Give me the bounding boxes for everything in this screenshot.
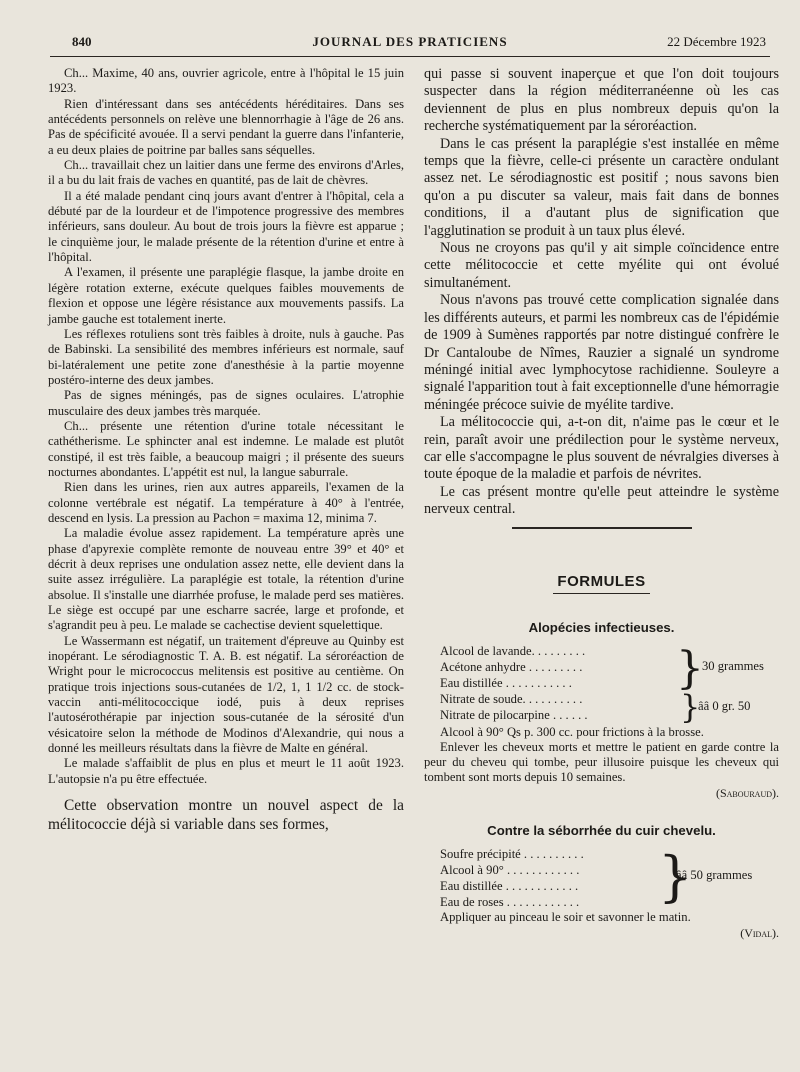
page-header	[50, 30, 770, 57]
paragraph: Dans le cas présent la paraplégie s'est installée en même temps que la fièvre, celle-ci présente un caractère ondulant assez net. Le sérodiagnostic est positif ; nous savons bien qu'on a pu discuter sa valeur, mais fait dans de bonnes conditions, il a d'autant plus de signification que l'agglutination se produit à un taux plus élevé.	[424, 135, 779, 239]
ingredient-group	[440, 688, 779, 727]
ingredient-line: Nitrate de soude. . . . . . . . . .	[440, 692, 583, 707]
page-number: 840	[72, 34, 92, 49]
ingredient-line: Nitrate de pilocarpine . . . . . .	[440, 708, 588, 723]
ingredient-line: Eau distillée . . . . . . . . . . . .	[440, 879, 579, 894]
brace-icon: }	[680, 688, 701, 727]
quantity: ââ 0 gr. 50	[698, 699, 751, 714]
recipe-alopecies	[440, 643, 779, 740]
issue-date: 22 Décembre 1923	[667, 34, 766, 49]
paragraph: Nous ne croyons pas qu'il y ait simple coïncidence entre cette mélitococcie et cette myélite qui ont évolué simultanément.	[424, 240, 779, 291]
paragraph: qui passe si souvent inaperçue et que l'on doit toujours suspecter dans la région méditerranéenne où les cas deviennent de plus en plus nombreux depuis qu'on la recherche systématiquement par la séroréaction.	[424, 66, 779, 135]
quantity: ââ 50 grammes	[676, 867, 753, 882]
note-text: Appliquer au pinceau le soir et savonner le matin.	[440, 910, 691, 925]
paragraph: Ch... travaillait chez un laitier dans une ferme des environs d'Arles, il a bu du lait frais de vaches en quantité, pas de lait de chèvres.	[48, 158, 404, 188]
journal-title: JOURNAL DES PRATICIENS	[312, 34, 508, 49]
article-end-rule	[512, 527, 692, 529]
paragraph-conclusion-start: Cette observation montre un nouvel aspect de la mélitococcie déjà si variable dans ses formes,	[48, 797, 404, 833]
recipe-author: (Vidal).	[740, 925, 779, 940]
paragraph: Nous n'avons pas trouvé cette complication signalée dans les différents auteurs, et parmi les nombreux cas de l'épidémie de 1909 à Sumènes rapportés par notre distingué confrère le Dr Cantaloube de Nîmes, Rauzier a signalé un syndrome méningé initial avec lymphocytose rachidienne. Souleyre a signalé l'apparition tout à fait exceptionnelle d'une hémorragie méningée précoce suivie de myélite tardive.	[424, 292, 779, 413]
note-text: Enlever les cheveux morts et mettre le patient en garde contre la peur du cheveu qui tombe, peur illusoire puisque les cheveux qui tombent sont morts depuis 10 semaines.	[424, 739, 779, 785]
recipe-title: Alopécies infectieuses.	[528, 619, 675, 635]
paragraph: Il a été malade pendant cinq jours avant d'entrer à l'hôpital, cela a débuté par de la lourdeur et de l'impotence progressive des membres inférieurs, sans douleur. Au bout de trois jours la fièvre est apparue ; le cinquième jour, le malade présente de la rétention d'urine et entre à l'hôpital.	[48, 188, 404, 265]
ingredient-line: Alcool à 90° . . . . . . . . . . . .	[440, 862, 580, 877]
recipe-author: (Sabouraud).	[715, 785, 779, 800]
brace-icon: }	[676, 642, 704, 694]
section-title	[424, 573, 779, 594]
paragraph: Pas de signes méningés, pas de signes oculaires. L'atrophie musculaire des deux jambes très marquée.	[48, 388, 404, 418]
ingredient-line: Acétone anhydre . . . . . . . . .	[440, 659, 583, 674]
paragraph: A l'examen, il présente une paraplégie flasque, la jambe droite en légère rotation externe, exécute quelques faibles mouvements de flexion et oppose une légère résistance aux mouvements passifs. La jambe gauche est totalement inerte.	[48, 265, 404, 326]
ingredient-line: Alcool de lavande. . . . . . . . .	[440, 643, 586, 658]
ingredient-group	[440, 643, 779, 692]
formules-heading: FORMULES	[553, 573, 649, 594]
left-column	[48, 66, 404, 835]
paragraph: Les réflexes rotuliens sont très faibles à droite, nuls à gauche. Pas de Babinski. La sensibilité des membres inférieurs est normale, sauf bi-latéralement une petite zone d'anesthésie à la partie moyenne postéro-interne des deux jambes.	[48, 326, 404, 387]
paragraph: Rien dans les urines, rien aux autres appareils, l'examen de la colonne vertébrale est négatif. La température à 40° à l'entrée, descend en lysis. La pression au Pachon = maxima 12, minima 7.	[48, 480, 404, 525]
recipe-final-line: Alcool à 90° Qs p. 300 cc. pour frictions à la brosse.	[440, 724, 704, 739]
ingredient-line: Eau distillée . . . . . . . . . . .	[440, 675, 572, 690]
paragraph: Le malade s'affaiblit de plus en plus et meurt le 11 août 1923. L'autopsie n'a pu être effectuée.	[48, 756, 404, 786]
ingredient-line: Soufre précipité . . . . . . . . . .	[440, 846, 584, 861]
recipe-note	[424, 910, 779, 940]
quantity: 30 grammes	[702, 658, 764, 673]
paragraph: Ch... Maxime, 40 ans, ouvrier agricole, entre à l'hôpital le 15 juin 1923.	[48, 66, 404, 96]
paragraph: La mélitococcie qui, a-t-on dit, n'aime pas le cœur et le rein, paraît avoir une prédilection pour le système nerveux, car elle s'accompagne le plus souvent de névralgies diverses à toute époque de la maladie et parfois de névrites.	[424, 414, 779, 483]
paragraph: Ch... présente une rétention d'urine totale nécessitant le cathétherisme. Le sphincter anal est indemne. Le malade est plutôt constipé, il est très faible, a beaucoup maigri ; il présente des sueurs nocturnes abondantes. L'appétit est nul, la langue saburrale.	[48, 418, 404, 479]
paragraph: La maladie évolue assez rapidement. La température après une phase d'apyrexie complète remonte de nouveau entre 39° et 40° et décrit à deux reprises une ondulation assez nette, elle devient dans la suite assez irrégulière. La paraplégie est totale, la rétention d'urine absolue. Il s'installe une diarrhée profuse, le malade perd ses matières. Le siège est occupé par une escharre sacrée, large et profonde, et s'agrandit peu à peu. Le malade se cachectise devient squelettique.	[48, 526, 404, 633]
ingredient-line: Eau de roses . . . . . . . . . . . .	[440, 895, 580, 910]
recipe-note	[424, 740, 779, 801]
paragraph: Le Wassermann est négatif, un traitement d'épreuve au Quinby est inopérant. Le sérodiagnostic T. A. B. est négatif. La séroréaction de Wright pour le micrococcus melitensis est positive au centième. On pratique trois injections sous-cutanées de 1/2, 1, 1 1/2 cc. de stock-vaccin anti-mélitococcique iodé, puis à deux reprises l'autosérothérapie par injection sous-cutanée de la sérosité d'un vésicatoire selon la méthode de Modinos d'Alexandrie, qui nous a donné les meilleurs résultats dans la fièvre de Malte en général.	[48, 633, 404, 756]
paragraph: Le cas présent montre qu'elle peut atteindre le système nerveux central.	[424, 483, 779, 518]
brace-icon: }	[658, 844, 693, 908]
ingredient-group	[440, 846, 779, 911]
paragraph: Rien d'intéressant dans ses antécédents héréditaires. Dans ses antécédents personnels on relève une blennorrhagie à l'âge de 26 ans. Pas de spécificité avouée. Il a servi pendant la guerre dans l'infanterie, a eu deux plaies de poitrine par balles sans séquelles.	[48, 96, 404, 157]
author-name: Sabouraud	[719, 785, 772, 800]
recipe-seborrhee	[440, 846, 779, 911]
author-name: Vidal	[744, 925, 772, 940]
right-column	[424, 66, 779, 941]
recipe-title: Contre la séborrhée du cuir chevelu.	[487, 822, 716, 838]
